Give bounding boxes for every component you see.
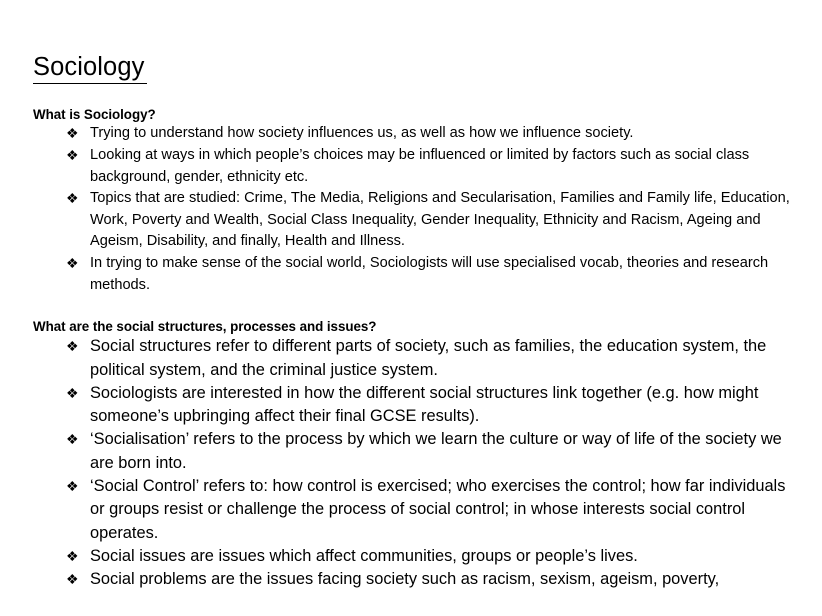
document-content — [33, 0, 793, 591]
list-item-text: ‘Social Control’ refers to: how control is exercised; who exercises the control; how far individuals or groups resist or challenge the process of social control; in whose interests social control operates. — [90, 477, 786, 542]
section-2-heading-container — [33, 319, 793, 335]
diamond-bullet-icon: ❖ — [66, 146, 79, 163]
diamond-bullet-icon: ❖ — [66, 384, 79, 401]
list-item-text: ‘Socialisation’ refers to the process by which we learn the culture or way of life of the society we are born into. — [90, 430, 782, 472]
list-item-text: Trying to understand how society influences us, as well as how we influence society. — [90, 125, 634, 142]
list-item — [33, 145, 793, 188]
diamond-bullet-icon: ❖ — [66, 571, 79, 588]
list-item-text: Looking at ways in which people’s choices may be influenced or limited by factors such as social class background, gender, ethnicity etc. — [90, 146, 750, 185]
list-item — [33, 545, 793, 568]
list-item-text: Social issues are issues which affect communities, groups or people’s lives. — [90, 546, 638, 565]
diamond-bullet-icon: ❖ — [66, 254, 79, 271]
page-title-container — [33, 53, 793, 84]
diamond-bullet-icon: ❖ — [66, 338, 79, 355]
diamond-bullet-icon: ❖ — [66, 431, 79, 448]
list-item-text: In trying to make sense of the social world, Sociologists will use specialised vocab, theories and research methods. — [90, 254, 769, 293]
list-item-text: Social structures refer to different parts of society, such as families, the education system, the political system, and the criminal justice system. — [90, 337, 767, 379]
list-item — [33, 382, 793, 429]
diamond-bullet-icon: ❖ — [66, 190, 79, 207]
list-item — [33, 253, 793, 296]
list-item — [33, 188, 793, 253]
list-item-text: Social problems are the issues facing society such as racism, sexism, ageism, poverty, — [90, 570, 720, 589]
diamond-bullet-icon: ❖ — [66, 478, 79, 494]
diamond-bullet-icon: ❖ — [66, 125, 79, 142]
list-item — [33, 428, 793, 475]
section-1-heading-container — [33, 107, 793, 123]
section-heading-social-structures: What are the social structures, processes and issues? — [33, 319, 377, 335]
list-item — [33, 568, 793, 591]
diamond-bullet-icon: ❖ — [66, 547, 79, 564]
list-item-text: Topics that are studied: Crime, The Media, Religions and Secularisation, Families and Family life, Education, Work, Poverty and Wealth, Social Class Inequality, Gender Inequality, Ethnicity and Racism, Ageing and Ageism, Disability, and finally, Health and Illness. — [90, 190, 790, 250]
list-item — [33, 335, 793, 382]
list-item — [33, 123, 793, 145]
list-item — [33, 475, 793, 545]
page-title: Sociology — [33, 53, 147, 84]
bullet-list-what-is-sociology — [33, 123, 793, 296]
list-item-text: Sociologists are interested in how the different social structures link together (e.g. how might someone’s upbringing affect their final GCSE results). — [90, 383, 759, 426]
bullet-list-social-structures — [33, 335, 793, 591]
section-heading-what-is-sociology: What is Sociology? — [33, 107, 156, 123]
